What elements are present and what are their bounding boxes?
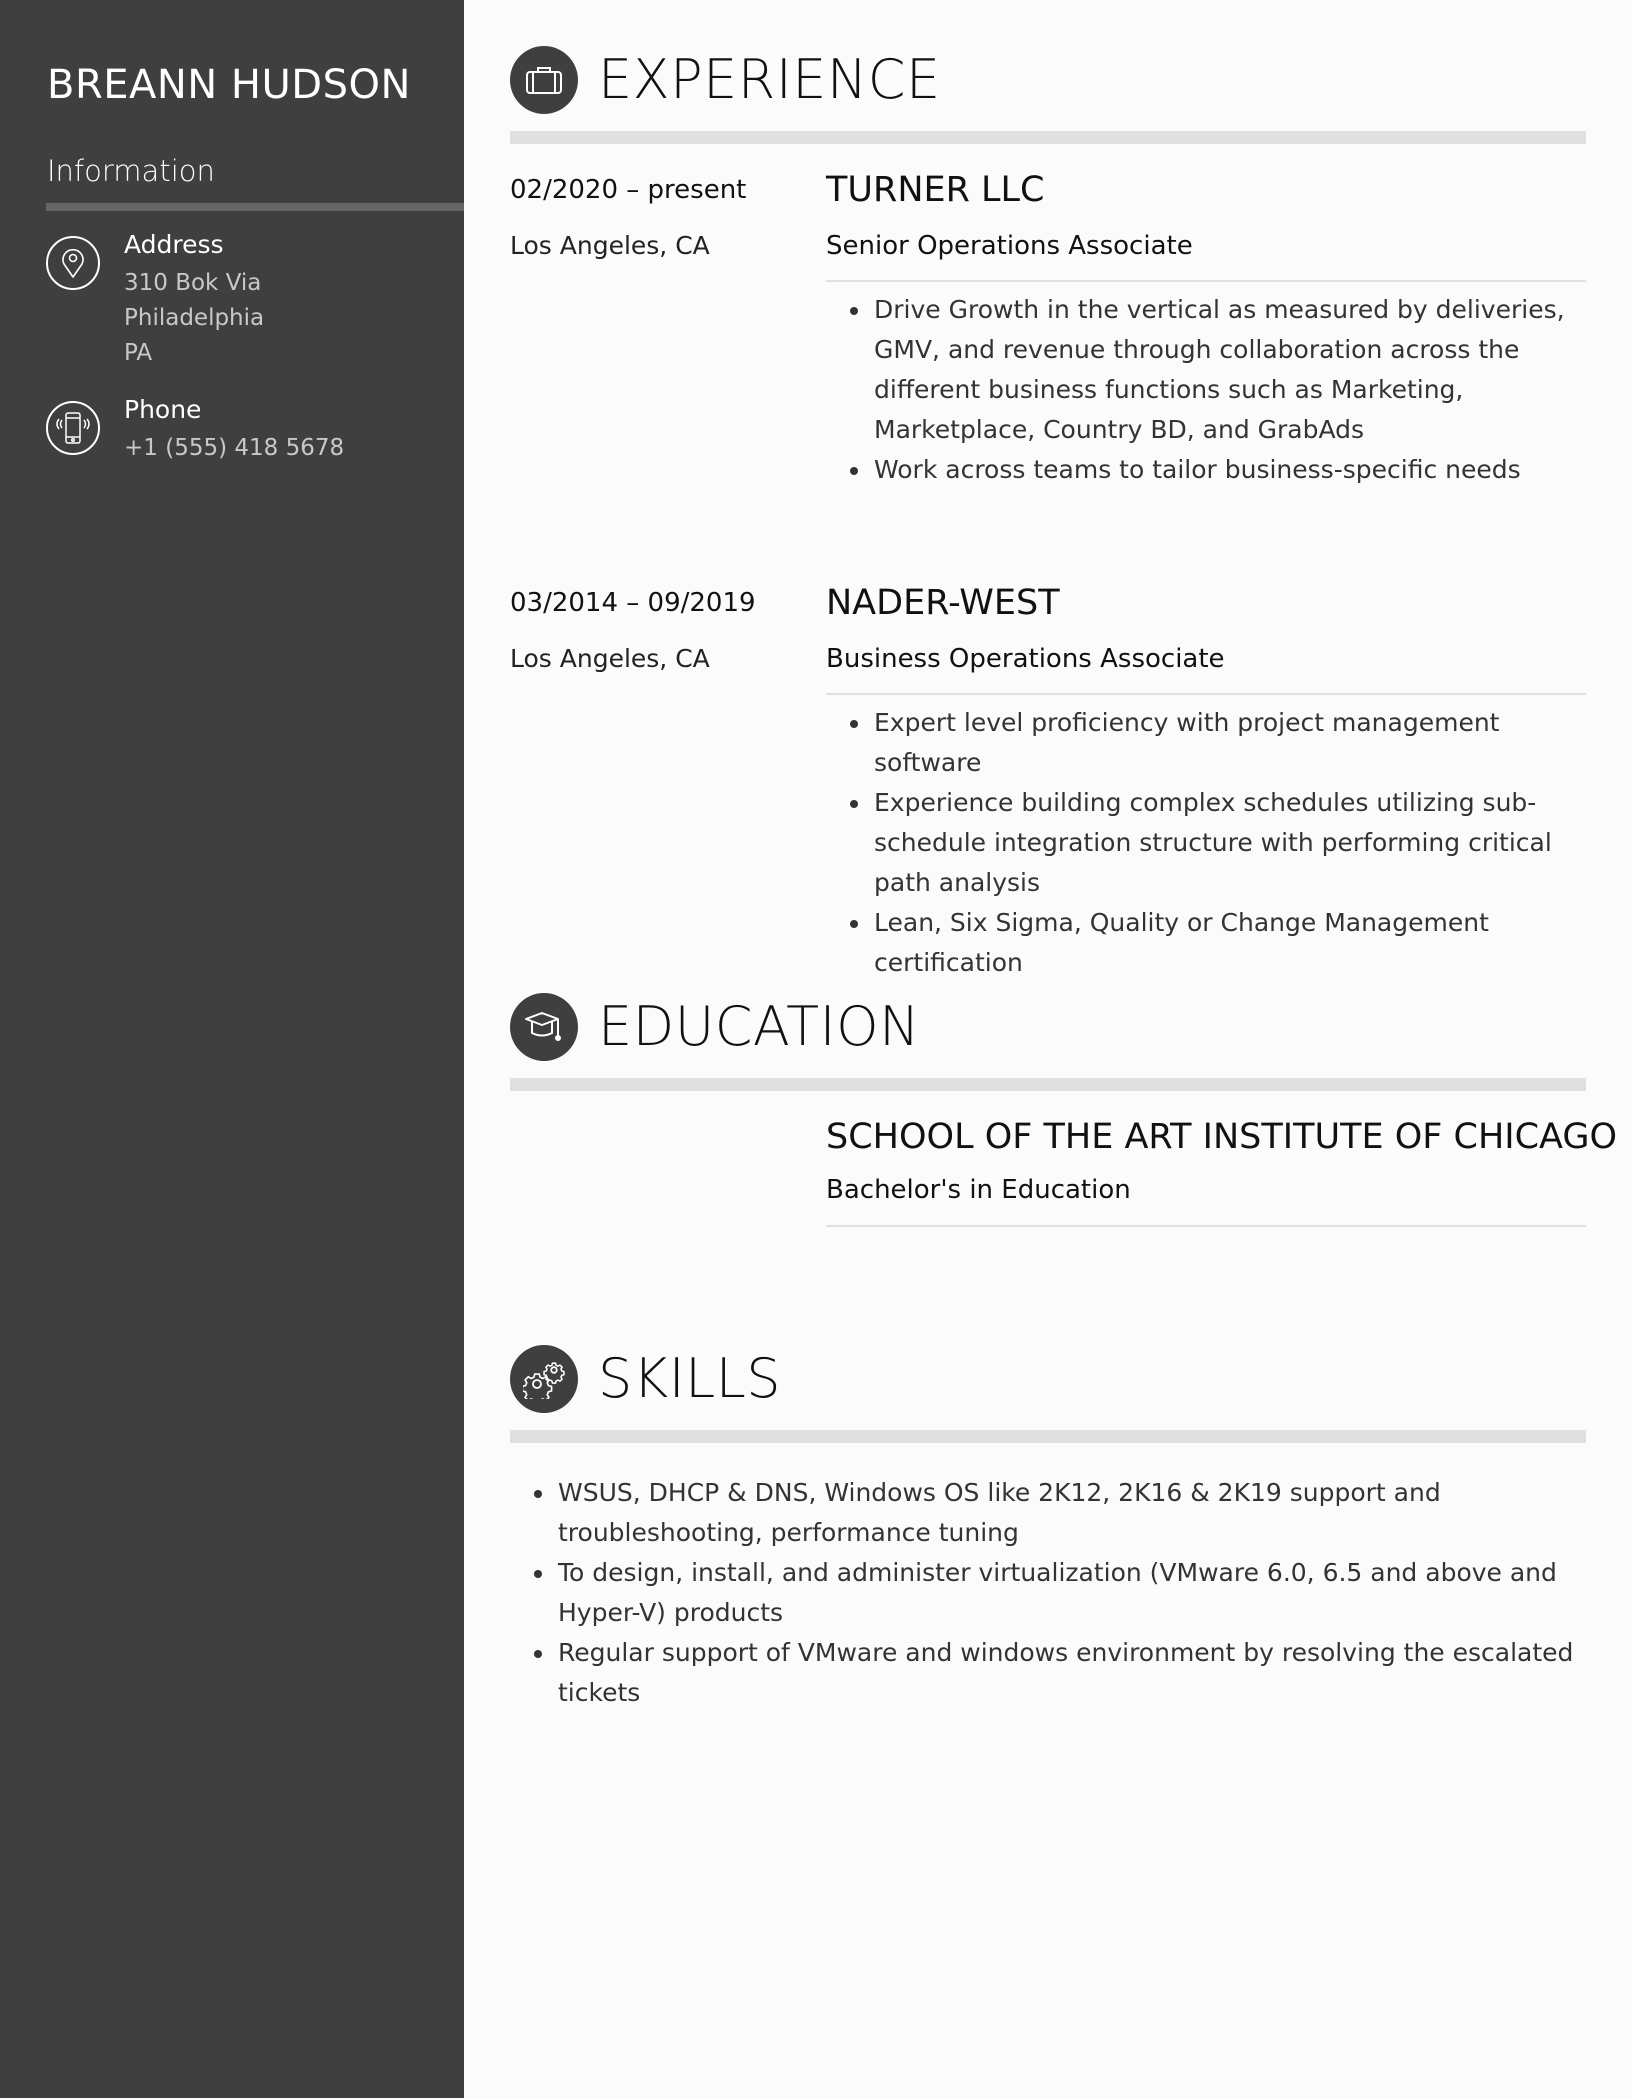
job-location: Los Angeles, CA xyxy=(510,644,710,673)
education-degree: Bachelor's in Education xyxy=(826,1175,1131,1205)
education-divider xyxy=(510,1078,1586,1091)
job-bullet: Work across teams to tailor business-specific needs xyxy=(874,450,1586,490)
job-company: NADER-WEST xyxy=(826,583,1060,623)
skills-title: SKILLS xyxy=(598,1347,782,1410)
skills-divider xyxy=(510,1430,1586,1443)
job-bullet: Expert level proficiency with project management software xyxy=(874,703,1586,783)
job-role: Senior Operations Associate xyxy=(826,231,1193,261)
skill-item: WSUS, DHCP & DNS, Windows OS like 2K12, 2K16 & 2K19 support and troubleshooting, performance tuning xyxy=(558,1473,1588,1553)
candidate-name: BREANN HUDSON xyxy=(47,62,411,108)
sidebar xyxy=(0,0,464,2098)
job-divider xyxy=(826,693,1586,695)
skill-item: Regular support of VMware and windows environment by resolving the escalated tickets xyxy=(558,1633,1588,1713)
graduation-cap-icon xyxy=(510,993,578,1061)
job-bullet: Experience building complex schedules utilizing sub-schedule integration structure with performing critical path analysis xyxy=(874,783,1586,903)
job-dates: 03/2014 – 09/2019 xyxy=(510,588,756,618)
job-location: Los Angeles, CA xyxy=(510,231,710,260)
experience-divider xyxy=(510,131,1586,144)
address-lines xyxy=(124,266,264,371)
job-bullet: Drive Growth in the vertical as measured by deliveries, GMV, and revenue through collaboration across the different business functions such as Marketing, Marketplace, Country BD, and GrabAds xyxy=(874,290,1586,450)
phone-lines xyxy=(124,431,344,466)
education-divider-line xyxy=(826,1225,1586,1227)
job-role: Business Operations Associate xyxy=(826,644,1225,674)
information-heading: Information xyxy=(47,154,215,188)
phone-label: Phone xyxy=(124,395,202,424)
skills-list xyxy=(558,1473,1588,1713)
job-divider xyxy=(826,280,1586,282)
address-line-city: Philadelphia xyxy=(124,305,265,331)
phone-number[interactable]: +1 (555) 418 5678 xyxy=(124,435,345,461)
phone-icon xyxy=(46,401,100,455)
briefcase-icon xyxy=(510,46,578,114)
experience-title: EXPERIENCE xyxy=(598,48,941,111)
job-dates: 02/2020 – present xyxy=(510,175,747,205)
job-bullets xyxy=(874,290,1586,490)
address-line-street: 310 Bok Via xyxy=(124,270,262,296)
education-title: EDUCATION xyxy=(598,995,920,1058)
gears-icon xyxy=(510,1345,578,1413)
address-label: Address xyxy=(124,230,224,259)
job-bullet: Lean, Six Sigma, Quality or Change Management certification xyxy=(874,903,1586,983)
address-line-state: PA xyxy=(124,340,153,366)
map-pin-icon xyxy=(46,236,100,290)
skill-item: To design, install, and administer virtualization (VMware 6.0, 6.5 and above and Hyper-V) products xyxy=(558,1553,1588,1633)
information-divider xyxy=(46,203,464,211)
job-bullets xyxy=(874,703,1586,983)
job-company: TURNER LLC xyxy=(826,170,1045,210)
education-school: SCHOOL OF THE ART INSTITUTE OF CHICAGO xyxy=(826,1117,1618,1157)
